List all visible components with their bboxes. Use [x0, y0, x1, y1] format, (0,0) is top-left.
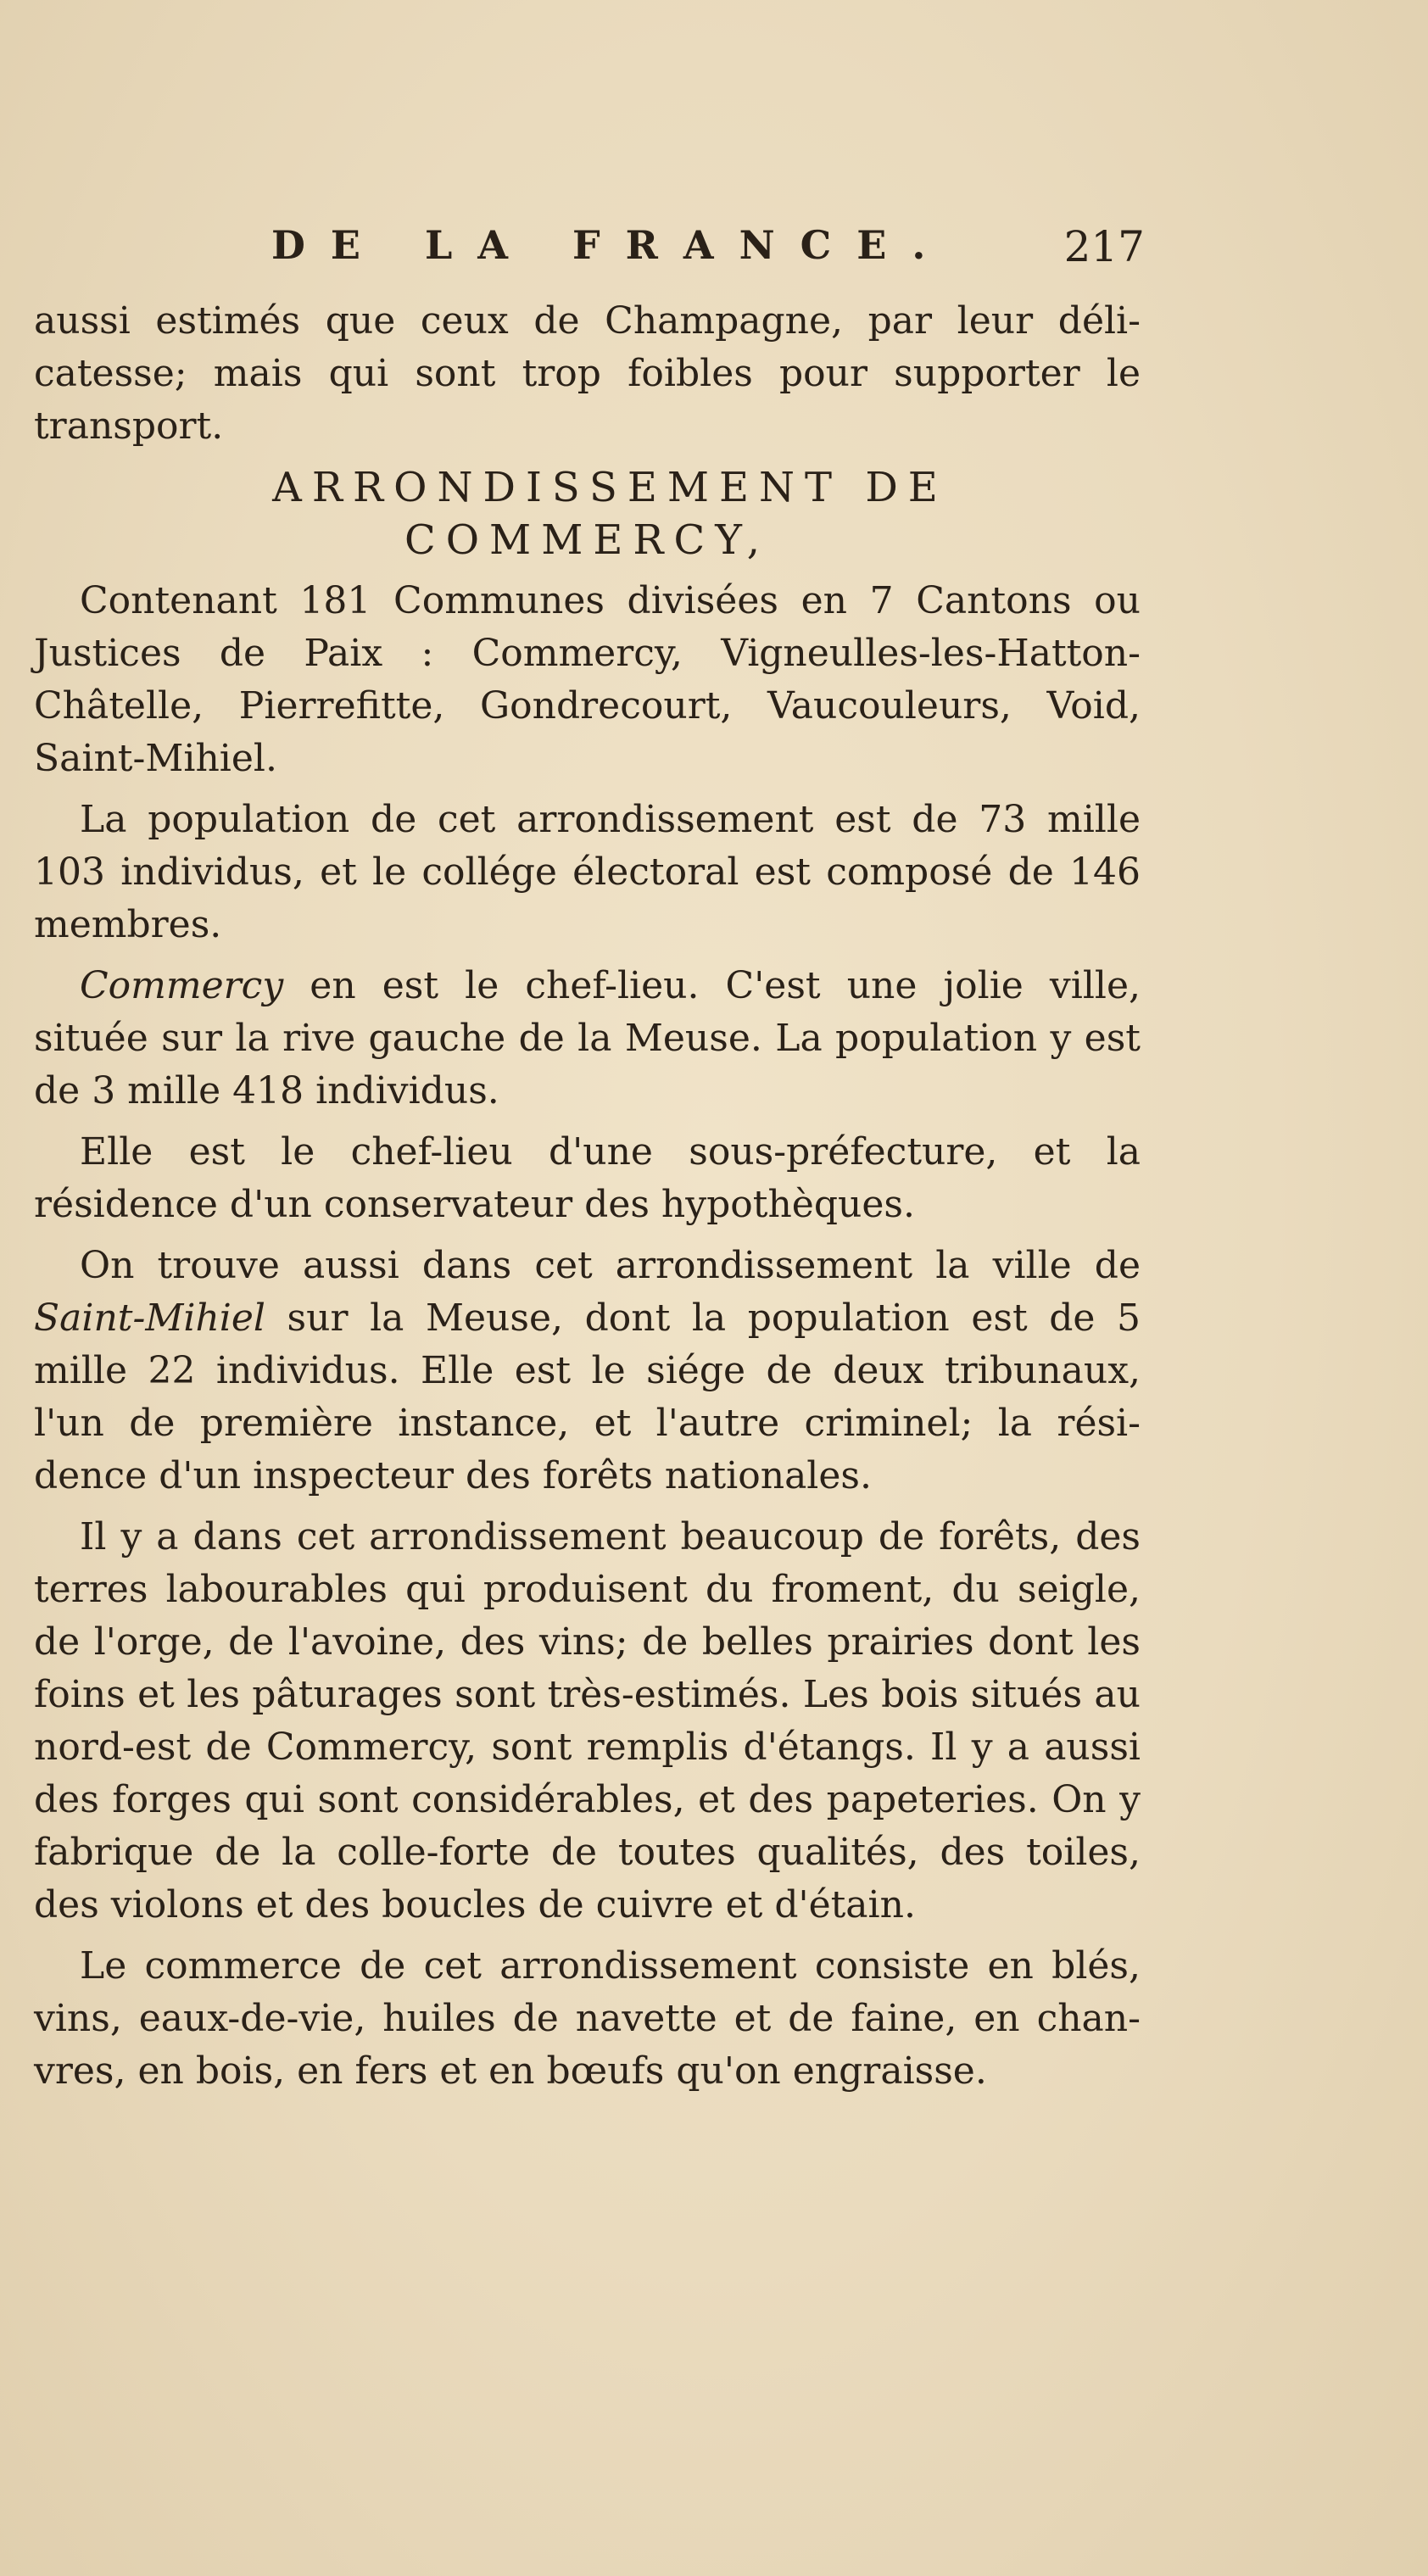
paragraph-saint-mihiel-text: sur la Meuse, dont la population est de 5 mille 22 individus. Elle est le siége de deux tribunaux, l'un de première instance, et l'autre criminel; la rési-dence d'un inspecteur des forêts nationales. — [34, 1296, 1141, 1497]
paragraph-saint-mihiel — [34, 1240, 1141, 1503]
paragraph-saint-mihiel-intro: On trouve aussi dans cet arrondissement la ville de — [80, 1244, 1141, 1287]
body-text — [34, 295, 1141, 2106]
paragraph-forets: Il y a dans cet arrondissement beaucoup de forêts, des terres labourables qui produisent du froment, du seigle, de l'orge, de l'avoine, des vins; de belles prairies dont les foins et les pâturages sont très-estimés. Les bois situés au nord-est de Commercy, sont remplis d'étangs. Il y a aussi des forges qui sont considérables, et des papeteries. On y fabrique de la colle-forte de toutes qualités, des toiles, des violons et des boucles de cuivre et d'étain. — [34, 1515, 1141, 1926]
page-number: 217 — [1063, 222, 1145, 271]
paragraph-continued: aussi estimés que ceux de Champagne, par leur déli-catesse; mais qui sont trop foibles pour supporter le transport. — [34, 299, 1141, 448]
paragraph-commercy — [34, 960, 1141, 1118]
page-header — [271, 222, 1145, 273]
paragraph-sous-prefecture: Elle est le chef-lieu d'une sous-préfecture, et la résidence d'un conservateur des hypothèques. — [34, 1130, 1141, 1226]
place-name-saint-mihiel: Saint-Mihiel — [34, 1296, 265, 1340]
paragraph-contenant: Contenant 181 Communes divisées en 7 Cantons ou Justices de Paix : Commercy, Vigneulles-les-Hatton-Châtelle, Pierrefitte, Gondrecourt, Vaucouleurs, Void, Saint-Mihiel. — [34, 579, 1141, 780]
place-name-commercy: Commercy — [80, 964, 284, 1007]
paragraph-population: La population de cet arrondissement est de 73 mille 103 individus, et le collége électoral est composé de 146 membres. — [34, 798, 1141, 946]
paragraph-commerce: Le commerce de cet arrondissement consiste en blés, vins, eaux-de-vie, huiles de navette et de faine, en chan-vres, en bois, en fers et en bœufs qu'on engraisse. — [34, 1944, 1141, 2093]
paragraph-commercy-text: en est le chef-lieu. C'est une jolie ville, située sur la rive gauche de la Meuse. La population y est de 3 mille 418 individus. — [34, 964, 1141, 1112]
section-title: ARRONDISSEMENT DE COMMERCY, — [272, 464, 948, 564]
running-head: DE LA FRANCE. — [271, 222, 951, 268]
